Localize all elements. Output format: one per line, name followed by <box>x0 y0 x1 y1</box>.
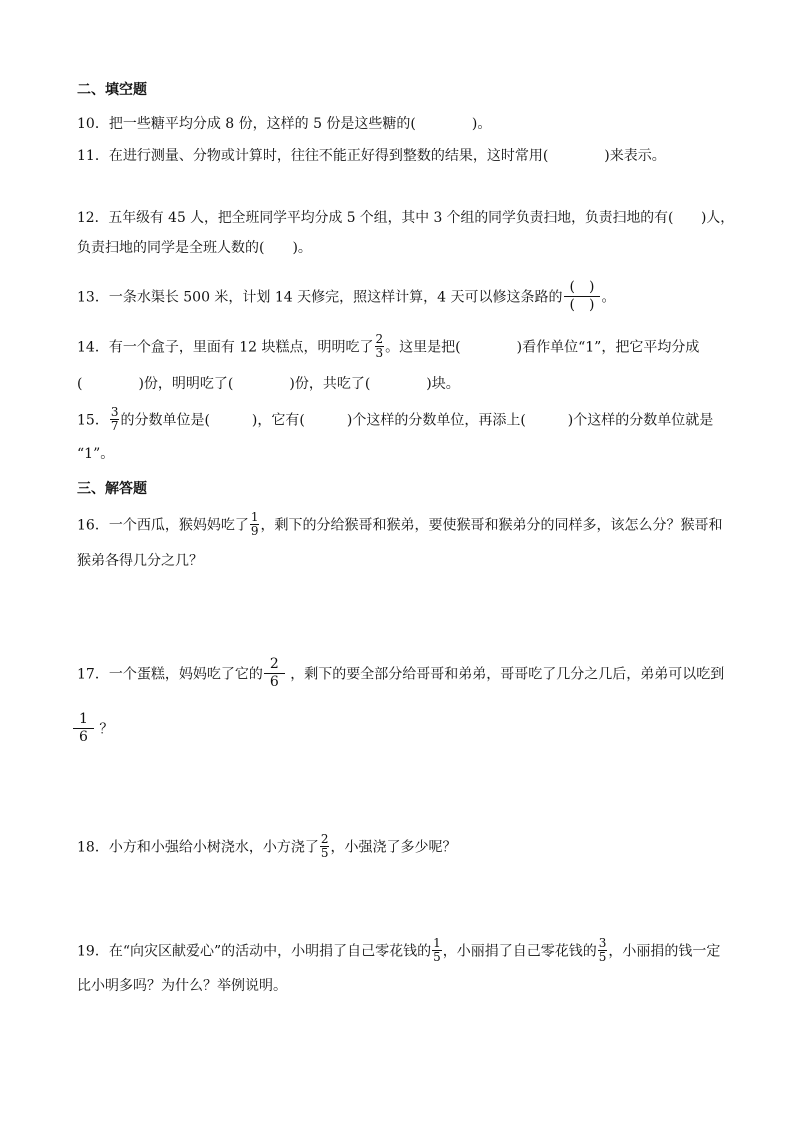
fraction-numerator: 1 <box>73 711 94 729</box>
question-19-text-mid: ，小丽捐了自己零花钱的 <box>442 943 597 960</box>
question-18 <box>77 834 456 861</box>
fraction-denominator: 9 <box>250 524 259 538</box>
fraction-one-fifth <box>432 937 442 964</box>
fraction-denominator: 3 <box>375 346 384 360</box>
question-14-text-cont: 。这里是把( )看作单位“1”，把它平均分成 <box>385 339 700 356</box>
question-15-number: 15． <box>77 412 109 429</box>
fraction-three-sevenths <box>110 406 120 433</box>
question-16-line-1 <box>77 512 722 539</box>
question-13-text: 13．一条水渠长 500 米，计划 14 天修完，照这样计算，4 天可以修这条路的 <box>77 289 563 306</box>
question-17-text-cont: ，剩下的要全部分给哥哥和弟弟，哥哥吃了几分之几后，弟弟可以吃到 <box>290 666 725 683</box>
fraction-denominator: ( ) <box>569 297 595 313</box>
fraction-two-sixths <box>264 656 285 691</box>
fraction-denominator: 7 <box>110 419 119 433</box>
fraction-two-thirds <box>375 333 385 360</box>
question-18-text: 18．小方和小强给小树浇水，小方浇了 <box>77 839 319 856</box>
question-19-text-cont: ，小丽捐的钱一定 <box>608 943 721 960</box>
question-14-text: 14．有一个盒子，里面有 12 块糕点，明明吃了 <box>77 339 374 356</box>
question-19-line-2: 比小明多吗？为什么？举例说明。 <box>77 978 287 994</box>
question-12-line-2: 负责扫地的同学是全班人数的( )。 <box>77 240 312 256</box>
section-heading-fill-in: 二、填空题 <box>77 82 147 98</box>
fraction-one-ninth <box>250 511 260 538</box>
fraction-denominator: 5 <box>433 950 441 964</box>
fraction-numerator: 1 <box>250 510 259 524</box>
question-17-end: ？ <box>99 721 114 738</box>
question-13 <box>77 280 615 315</box>
fraction-three-fifths <box>598 937 608 964</box>
question-15-text: 的分数单位是( )，它有( )个这样的分数单位，再添上( )个这样的分数单位就是 <box>120 412 714 429</box>
fraction-numerator: 3 <box>598 936 607 950</box>
question-16-text: 16．一个西瓜，猴妈妈吃了 <box>77 517 249 534</box>
question-18-text-cont: ，小强浇了多少呢？ <box>330 839 457 856</box>
fraction-one-sixth <box>73 711 94 746</box>
question-11: 11．在进行测量、分物或计算时，往往不能正好得到整数的结果，这时常用( )来表示。 <box>77 148 666 164</box>
question-14-line-1 <box>77 334 699 361</box>
question-16-text-cont: ，剩下的分给猴哥和猴弟，要使猴哥和猴弟分的同样多，该怎么分？猴哥和 <box>260 517 723 534</box>
question-14-line-2: ( )份，明明吃了( )份，共吃了( )块。 <box>77 376 460 392</box>
question-19-line-1 <box>77 938 720 965</box>
question-16-line-2: 猴弟各得几分之几？ <box>77 553 203 569</box>
fraction-denominator: 5 <box>598 950 607 964</box>
blank-fraction <box>564 279 601 314</box>
fraction-numerator: 2 <box>264 656 285 674</box>
question-17-line-2 <box>77 712 113 747</box>
question-10: 10．把一些糖平均分成 8 份，这样的 5 份是这些糖的( )。 <box>77 116 492 132</box>
fraction-numerator: 2 <box>375 332 384 346</box>
question-17-text: 17．一个蛋糕，妈妈吃了它的 <box>77 666 263 683</box>
question-13-end: 。 <box>601 289 616 306</box>
question-17-line-1 <box>77 657 724 692</box>
fraction-denominator: 5 <box>320 846 329 860</box>
section-heading-answer: 三、解答题 <box>77 481 147 497</box>
fraction-denominator: 6 <box>269 674 279 690</box>
fraction-numerator: 3 <box>110 405 119 419</box>
fraction-numerator: 1 <box>433 936 441 950</box>
fraction-two-fifths <box>320 833 330 860</box>
question-19-text: 19．在“向灾区献爱心”的活动中，小明捐了自己零花钱的 <box>77 943 432 960</box>
question-15-line-1 <box>77 407 713 434</box>
question-15-line-2: “1”。 <box>77 446 115 462</box>
question-12-line-1: 12．五年级有 45 人，把全班同学平均分成 5 个组，其中 3 个组的同学负责扫地，负责扫地的有( )人， <box>77 210 735 226</box>
fraction-numerator: 2 <box>320 832 329 846</box>
fraction-denominator: 6 <box>79 729 88 745</box>
fraction-numerator: ( ) <box>564 279 601 297</box>
